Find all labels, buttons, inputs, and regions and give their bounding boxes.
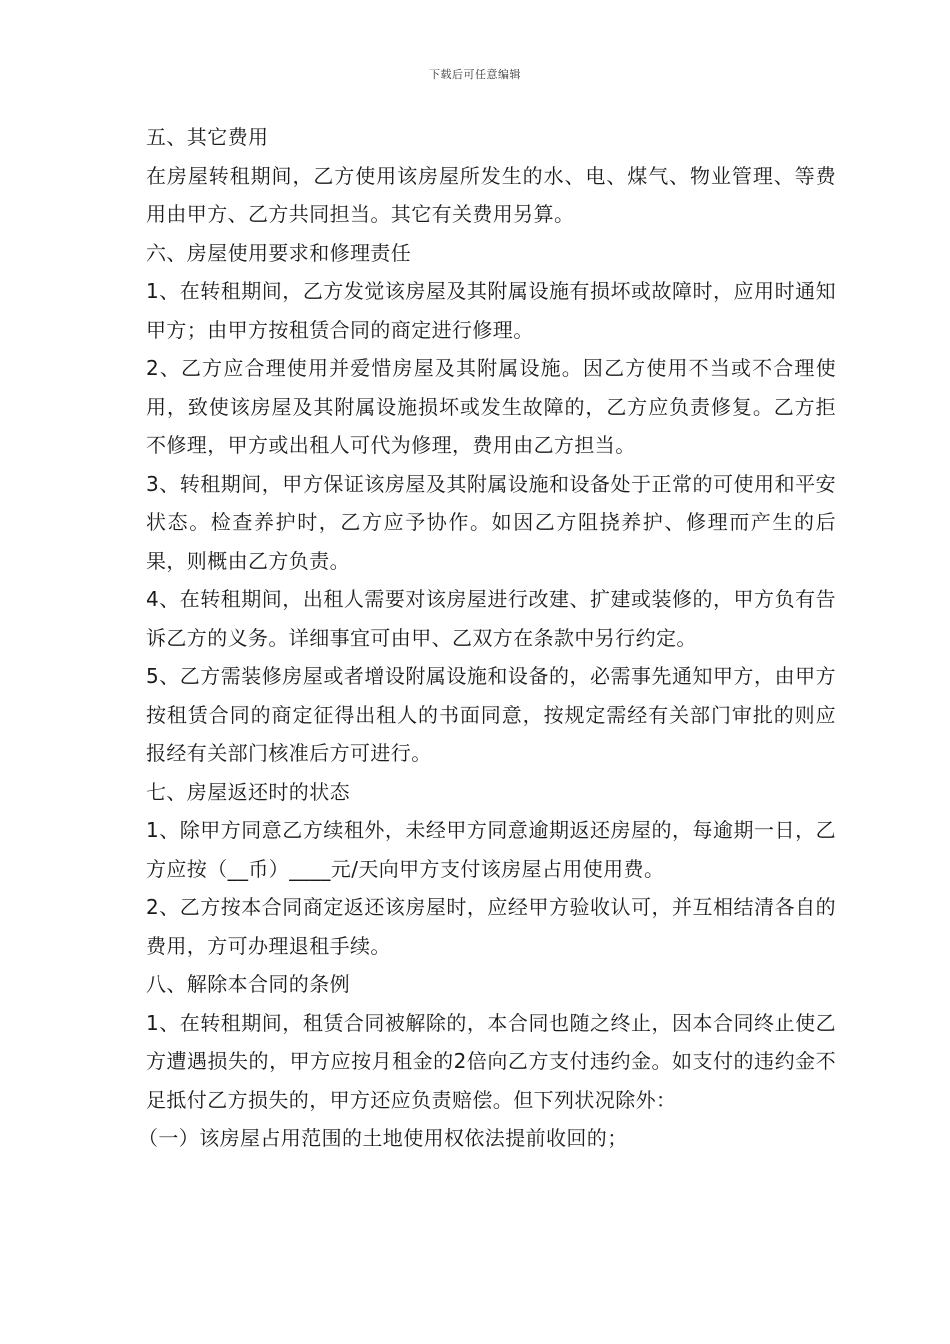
section-heading-other-fees: 五、其它费用 bbox=[146, 125, 269, 149]
paragraph-repair-2: 2、乙方应合理使用并爱惜房屋及其附属设施。因乙方使用不当或不合理使用，致使该房屋及其附属设施损坏或发生故障的，乙方应负责修复。乙方拒不修理，甲方或出租人可代为修理，费用由乙方担当。 bbox=[146, 356, 836, 457]
header-note: 下载后可任意编辑 bbox=[429, 68, 521, 81]
paragraph-repair-4: 4、在转租期间，出租人需要对该房屋进行改建、扩建或装修的，甲方负有告诉乙方的义务。详细事宜可由甲、乙双方在条款中另行约定。 bbox=[146, 587, 836, 650]
paragraph-repair-5: 5、乙方需装修房屋或者增设附属设施和设备的，必需事先通知甲方，由甲方按租赁合同的商定征得出租人的书面同意，按规定需经有关部门审批的则应报经有关部门核准后方可进行。 bbox=[146, 664, 836, 765]
paragraph-return-2: 2、乙方按本合同商定返还该房屋时，应经甲方验收认可，并互相结清各自的费用，方可办理退租手续。 bbox=[146, 895, 836, 958]
paragraph-termination-1: 1、在转租期间，租赁合同被解除的，本合同也随之终止，因本合同终止使乙方遭遇损失的，甲方应按月租金的2倍向乙方支付违约金。如支付的违约金不足抵付乙方损失的，甲方还应负责赔偿。但下列状况除外： bbox=[146, 1010, 836, 1112]
section-heading-return-state: 七、房屋返还时的状态 bbox=[146, 779, 350, 804]
paragraph-repair-3: 3、转租期间，甲方保证该房屋及其附属设施和设备处于正常的可使用和平安状态。检查养护时，乙方应予协作。如因乙方阻挠养护、修理而产生的后果，则概由乙方负责。 bbox=[146, 471, 836, 573]
section-heading-termination: 八、解除本合同的条例 bbox=[146, 972, 350, 996]
paragraph-return-1: 1、除甲方同意乙方续租外，未经甲方同意逾期返还房屋的，每逾期一日，乙方应按（__币）____元/天向甲方支付该房屋占用使用费。 bbox=[146, 818, 836, 881]
paragraph-repair-1: 1、在转租期间，乙方发觉该房屋及其附属设施有损坏或故障时，应用时通知甲方；由甲方按租赁合同的商定进行修理。 bbox=[146, 279, 836, 342]
section-heading-usage-repair: 六、房屋使用要求和修理责任 bbox=[146, 240, 412, 265]
document-body bbox=[138, 118, 836, 1158]
paragraph-other-fees: 在房屋转租期间，乙方使用该房屋所发生的水、电、煤气、物业管理、等费用由甲方、乙方共同担当。其它有关费用另算。 bbox=[146, 163, 836, 226]
paragraph-termination-exception-1: （一）该房屋占用范围的土地使用权依法提前收回的； bbox=[138, 1126, 628, 1150]
